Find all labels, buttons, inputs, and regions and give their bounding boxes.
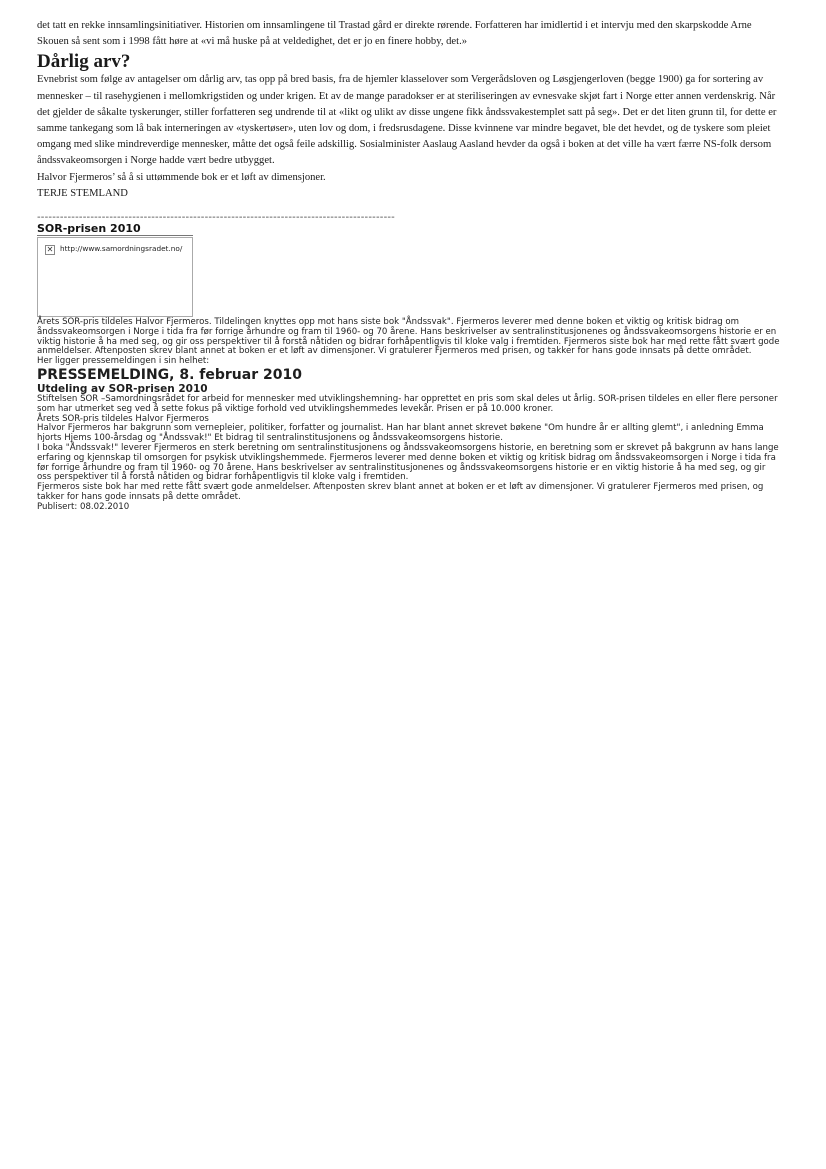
published-date: Publisert: 08.02.2010 bbox=[37, 501, 130, 512]
press-release-title: PRESSEMELDING, 8. februar 2010 bbox=[37, 366, 302, 383]
press-paragraph-winner: Årets SOR-pris tildeles Halvor Fjermeros bbox=[37, 413, 209, 424]
broken-image-placeholder[interactable] bbox=[37, 237, 193, 317]
dashed-divider: ---------------------------------------------------------------------------------------------- bbox=[37, 212, 395, 223]
review-intro-paragraph: det tatt en rekke innsamlingsinitiativer. Historien om innsamlingene til Trastad gård er direkte rørende. Forfatteren har imidlertid i et intervju med den skarpskodde Arne Skouen så sent som i 1998 fått høre at «vi må huske på at veldedighet, det er jo en finere hobby, det.» bbox=[37, 20, 752, 48]
press-paragraph-book: I boka "Åndssvak!" leverer Fjermeros en sterk beretning om sentralinstitusjonens og åndssvakeomsorgens historie, en beretning som er skrevet på bakgrunn av hans lange erfaring og kjennskap til omsorgen for psykisk utviklingshemmede. Fjermeros leverer med denne boken et viktig og kritisk bidrag om åndssvakeomsorgen i Norge i tida fra før forrige århundre og fram til 1960- og 70 årene. Hans beskrivelser av sentralinstitusjonenes og åndssvakeomsorgens historie er en viktig historie å ha med seg, og gir oss perspektiver til å forstå nåtiden og bidrar forhåpentligvis til kloke valg i fremtiden. bbox=[37, 442, 779, 483]
review-body-paragraph: Evnebrist som følge av antagelser om dårlig arv, tas opp på bred basis, fra de hjemler klasselover som Vergerådsloven og Løsgjengerloven (begge 1900) ga for sortering av mennesker – til rasehygienen i mellomkrigstiden og under krigen. Et av de mange paradokser er at steriliseringen av evnesvake skjøt fart i Norge etter annen verdenskrig. Når det gjelder de såkalte tyskerunger, stiller forfatteren seg undrende til at «likt og ulikt av disse ungene fikk åndssvakestemplet satt på seg». Det er det liten grunn til, for dette er samme tankegang som lå bak interneringen av «tyskertøser», uten lov og dom, i fredsrusdagene. Disse kvinnene var mindre begavet, ble det hevdet, og de tyskere som pleiet omgang med slike mindreverdige mennesker, måtte det også feile adskillig. Sosialminister Aaslaug Aasland hevder da også i boken at det ville ha vært færre NS-folk dersom åndssvakeomsorgen i Norge hadde vært bedre utbygget. bbox=[37, 74, 777, 167]
press-paragraph-foundation: Stiftelsen SOR –Samordningsrådet for arbeid for mennesker med utviklingshemning- har opprettet en pris som skal deles ut årlig. SOR-prisen tildeles en eller flere personer som har utmerket seg ved å sette fokus på viktige forhold ved utviklingshemmedes levekår. Prisen er på 10.000 kroner. bbox=[37, 393, 778, 414]
review-author: TERJE STEMLAND bbox=[37, 187, 128, 199]
review-heading: Dårlig arv? bbox=[37, 51, 131, 73]
heading-underline bbox=[37, 235, 193, 236]
press-paragraph-background: Halvor Fjermeros har bakgrunn som vernepleier, politiker, forfatter og journalist. Han har blant annet skrevet bøkene "Om hundre år er allting glemt", i anledning Emma hjorts Hjems 100-årsdag og "Åndssvak!" Et bidrag til sentralinstitusjonens og åndssvakeomsorgens historie. bbox=[37, 423, 764, 444]
press-release-section bbox=[37, 318, 782, 513]
review-section bbox=[37, 18, 777, 202]
press-release-subtitle: Utdeling av SOR-prisen 2010 bbox=[37, 382, 208, 395]
review-closing-line: Halvor Fjermeros’ så å si uttømmende bok er et løft av dimensjoner. bbox=[37, 171, 326, 183]
press-intro-line: Her ligger pressemeldingen i sin helhet: bbox=[37, 356, 210, 367]
press-paragraph-reviews: Fjermeros siste bok har med rette fått svært gode anmeldelser. Aftenposten skrev blant annet at boken er et løft av dimensjoner. Vi gratulerer Fjermeros med prisen, og takker for hans gode innsats på dette området. bbox=[37, 482, 764, 502]
image-alt-url: http://www.samordningsradet.no/ bbox=[60, 244, 183, 253]
prize-announcement-paragraph: Årets SOR-pris tildeles Halvor Fjermeros. Tildelingen knyttes opp mot hans siste bok "Åndssvak". Fjermeros leverer med denne boken et viktig og kritisk bidrag om åndssvakeomsorgen i Norge i tida fra før forrige århundre og fram til 1960- og 70 årene. Hans beskrivelser av sentralinstitusjonenes og åndssvakeomsorgens historie er en viktig historie å ha med seg, og gir oss perspektiver til å forstå nåtiden og bidrar forhåpentligvis til kloke valg i fremtiden. Fjermeros siste bok har med rette fått svært gode anmeldelser. Aftenposten skrev blant annet at boken er et løft av dimensjoner. Vi gratulerer Fjermeros med prisen, og takker for hans gode innsats på dette området. bbox=[37, 317, 780, 357]
sor-prize-heading: SOR-prisen 2010 bbox=[37, 222, 141, 235]
broken-image-icon: ✕ bbox=[46, 245, 54, 254]
